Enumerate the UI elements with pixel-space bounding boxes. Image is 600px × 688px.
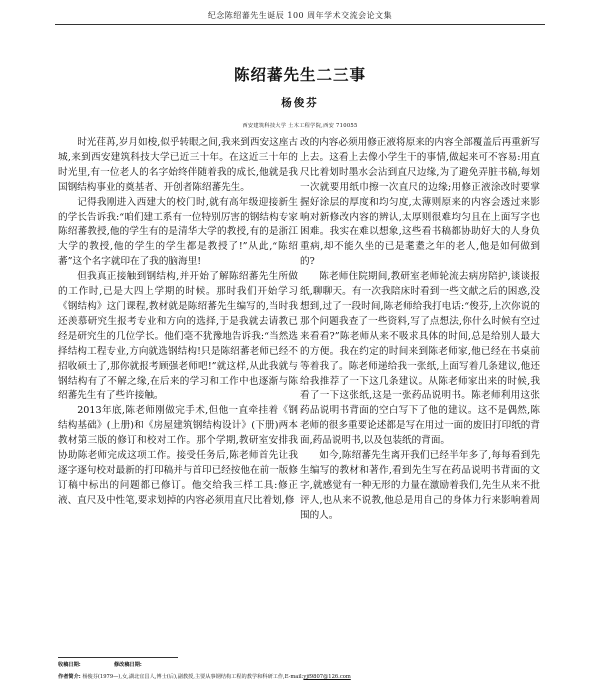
author-email[interactable]: yjf9807@126.com [303, 674, 351, 680]
left-column [58, 136, 298, 656]
right-column [300, 136, 540, 656]
footnote-author-bio [58, 673, 351, 680]
author-name: 杨俊芬 [281, 97, 319, 109]
paragraph: 如今,陈绍蕃先生离开我们已经半年多了,每每看到先生编写的教材和著作,看到先生写在药品说明书背面的文字,就感觉有一种无形的力量在激励着我们,先生从来不批评人,也从来不说教,他总是用自己的身体力行来影响着周围的人。 [300, 450, 540, 521]
footnote-dates [58, 661, 142, 668]
header-rule [55, 24, 545, 25]
paragraph: 2013年底,陈老师刚做完手术,但他一直牵挂着《钢结构基础》(上册)和《房屋建筑钢结构设计》(下册)两本教材第三版的修订和校对工作。那个学期,教研室安排我协助陈老师完成这项工作。接受任务后,陈老师首先让我逐字逐句校对最新的打印稿并与首印已经按他在前一版修订稿中标出的问题都已修订。他交给我三样工具:修正液、直尺及中性笔,要求划掉的内容必须用直尺比着划,修 [58, 405, 298, 506]
revised-date-label: 修改稿日期: [113, 662, 142, 668]
paragraph: 陈老师住院期间,教研室老师轮流去病房陪护,谈谈报纸,聊聊天。有一次我陪床时看到一些文献之后的困惑,没想到,过了一段时间,陈老师给我打电话:“俊芬,上次你说的那个问题我查了一些资料,写了点想法,你什么时候有空过来看看?”陈老师从来不吸求具体的时间,总是给别人最大的方便。我在约定的时间来到陈老师家,他已经在书桌前等着我了。陈老师递给我一张纸,上面写着几条建议,他还给我推荐了一下这几条建议。从陈老师家出来的时候,我看了一下这张纸,这是一张药品说明书。陈老师利用这张药品说明书背面的空白写下了他的建议。这不是偶然,陈老师的很多重要论述都是写在用过一面的废旧打印纸的背面,药品说明书,以及包装纸的背面。 [300, 271, 540, 447]
paragraph: 但我真正接触到钢结构,并开始了解陈绍蕃先生所做的工作时,已是大四上学期的时候。那时我们开始学习《钢结构》这门课程,教材就是陈绍蕃先生编写的,当时我还羡慕研究生报考专业和方向的选择,于是我就去请教已经是研究生的几位学长。他们毫不犹豫地告诉我:“当然选择结构工程专业,方向就选钢结构!只是陈绍蕃老师已经不招收硕士了,那你就报考顾强老师吧!”就这样,从此我就与钢结构有了不解之缘,在后来的学习和工作中也逐渐与陈绍蕃先生有了些许接触。 [58, 271, 298, 402]
paragraph: 记得我刚进入西建大的校门时,就有高年级迎接新生的学长告诉我:“咱们建工系有一位特别厉害的钢结构专家陈绍蕃教授,他的学生有的是清华大学的教授,有的是浙江大学的教授,他的学生的学生都是教授了!”从此,“陈绍蕃”这个名字就印在了我的脑海里! [58, 196, 298, 268]
author-affiliation: 西安建筑科技大学 土木工程学院,西安 710055 [242, 123, 358, 129]
author-bio-text: 杨俊芬(1979—),女,湖北宜昌人,博士(后),副教授,主要从事钢结构工程的教学和科研工作,E-mail: [82, 674, 304, 680]
received-date-label: 收稿日期: [58, 662, 81, 668]
article-title: 陈绍蕃先生二三事 [233, 65, 366, 84]
author-bio-label: 作者简介: [58, 674, 81, 680]
paragraph: 时光荏苒,岁月如梭,似乎转眼之间,我来到西安这座古城,来到西安建筑科技大学已近三十年。在这近三十年的时光里,有一位老人的名字始终伴随着我的成长,他就是我国钢结构事业的奠基者、开创者陈绍蕃先生。 [58, 137, 298, 193]
footnote-rule [58, 657, 178, 658]
running-header: 纪念陈绍蕃先生诞辰 100 周年学术交流会论文集 [207, 11, 393, 20]
paragraph-continued: 改的内容必须用修正液将原来的内容全部覆盖后再重新写上去。这看上去像小学生干的事情,做起来可不容易:用直尺比着划时墨水会沾到直尺边缘,为了避免弄脏书稿,每划一次就要用纸巾擦一次直尺的边缘;用修正液涂改时要掌握好涂层的厚度和均匀度,太薄则原来的内容会透过来影响对新修改内容的辨认,太厚则很难均匀且在上面写字也困难。我实在难以想象,这些看书稿都协助好大的人身负重病,却不能久坐的已是耄耋之年的老人,他是如何做到的? [300, 137, 540, 268]
